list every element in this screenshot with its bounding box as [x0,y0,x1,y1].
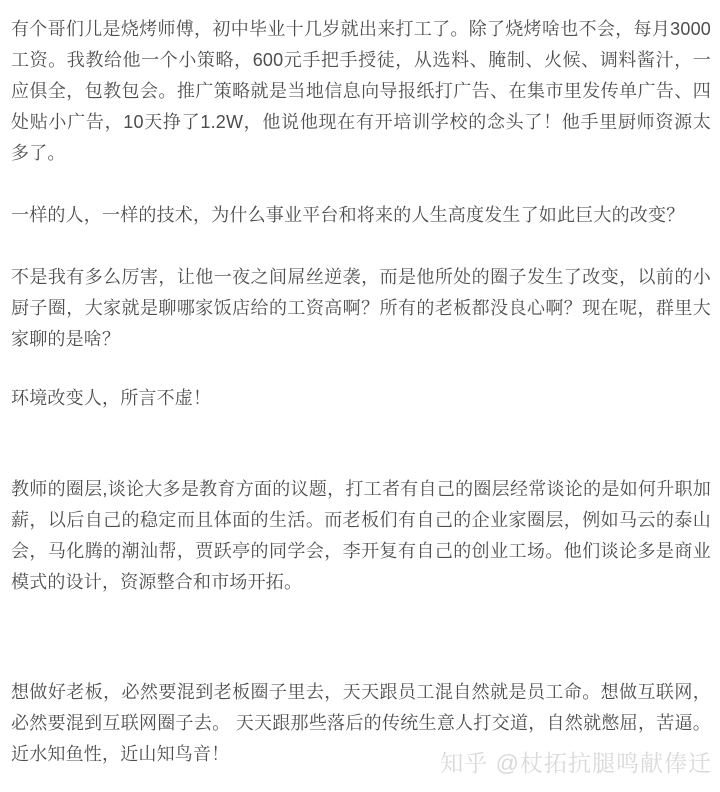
paragraph: 不是我有多么厉害，让他一夜之间屌丝逆袭，而是他所处的圈子发生了改变，以前的小厨子圈，大家就是聊哪家饭店给的工资高啊？所有的老板都没良心啊？现在呢，群里大家聊的是啥？ [11,267,711,349]
paragraph: 环境改变人，所言不虚！ [11,388,212,408]
paragraph: 一样的人，一样的技术，为什么事业平台和将来的人生高度发生了如此巨大的改变？ [11,205,685,225]
paragraph: 教师的圈层,谈论大多是教育方面的议题，打工者有自己的圈层经常谈论的是如何升职加薪，以后自己的稳定而且体面的生活。而老板们有自己的企业家圈层，例如马云的泰山会，马化腾的潮汕帮，贾跃亭的同学会，李开复有自己的创业工场。他们谈论多是商业模式的设计，资源整合和市场开拓。 [11,479,711,592]
zhihu-watermark: 知乎 @杖拓抗腿鸣献俸迁 [440,750,712,776]
paragraph: 想做好老板，必然要混到老板圈子里去，天天跟员工混自然就是员工命。想做互联网，必然要混到互联网圈子去。 天天跟那些落后的传统生意人打交道，自然就憋屈，苦逼。近水知鱼性，近山知鸟音！ [11,682,711,764]
paragraph: 有个哥们儿是烧烤师傅，初中毕业十几岁就出来打工了。除了烧烤啥也不会，每月3000工资。我教给他一个小策略，600元手把手授徒，从选料、腌制、火候、调料酱汁，一应俱全，包教包会。推广策略就是当地信息向导报纸打广告、在集市里发传单广告、四处贴小广告，10天挣了1.2W，他说他现在有开培训学校的念头了！他手里厨师资源太多了。 [11,19,711,163]
